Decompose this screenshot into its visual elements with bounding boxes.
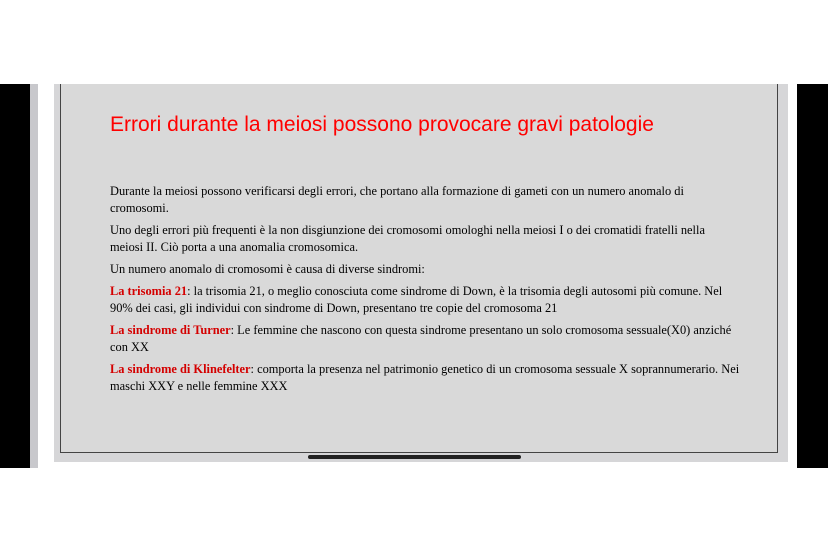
syndrome-trisomy-21 xyxy=(110,283,740,317)
syndrome-name: La trisomia 21 xyxy=(110,284,188,298)
syndrome-klinefelter xyxy=(110,361,740,395)
letterbox-right xyxy=(797,84,828,468)
syndrome-description: : comporta la presenza nel patrimonio genetico di un cromosoma sessuale X soprannumerario. Nei maschi XXY e nelle femmine XXX xyxy=(110,362,740,393)
slide-title: Errori durante la meiosi possono provocare gravi patologie xyxy=(110,113,654,136)
paragraph-syndromes-intro: Un numero anomalo di cromosomi è causa di diverse sindromi: xyxy=(110,262,425,276)
syndrome-description: : la trisomia 21, o meglio conosciuta come sindrome di Down, è la trisomia degli autosomi più comune. Nel 90% dei casi, gli individui con sindrome di Down, presentano tre copie del cromosoma 21 xyxy=(110,284,723,315)
syndrome-name: La sindrome di Turner xyxy=(110,323,231,337)
syndrome-turner xyxy=(110,322,740,356)
paragraph-intro: Durante la meiosi possono verificarsi degli errori, che portano alla formazione di gameti con un numero anomalo di cromosomi. xyxy=(110,184,684,215)
home-indicator[interactable] xyxy=(308,455,521,459)
slide-body xyxy=(110,183,740,400)
slide-gutter xyxy=(30,84,38,468)
paragraph-errors: Uno degli errori più frequenti è la non disgiunzione dei cromosomi omologhi nella meiosi I o dei cromatidi fratelli nella meiosi II. Ciò porta a una anomalia cromosomica. xyxy=(110,223,705,254)
letterbox-left xyxy=(0,84,30,468)
syndrome-description: : Le femmine che nascono con questa sindrome presentano un solo cromosoma sessuale(X0) anziché con XX xyxy=(110,323,732,354)
syndrome-name: La sindrome di Klinefelter xyxy=(110,362,251,376)
